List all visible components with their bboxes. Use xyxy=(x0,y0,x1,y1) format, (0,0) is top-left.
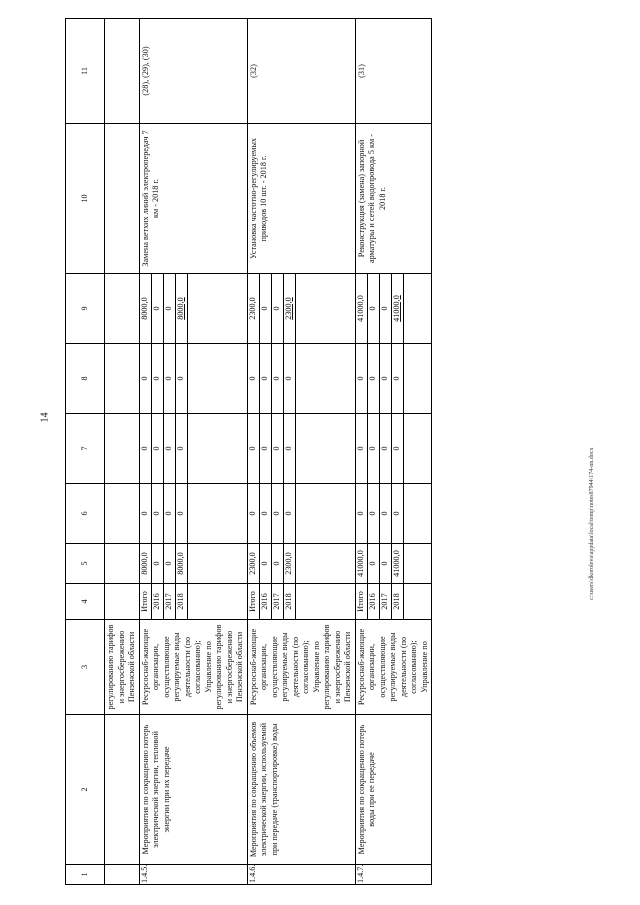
funding-c8-list-cell: 0 xyxy=(175,344,187,413)
column-header-4: 4 xyxy=(66,584,105,620)
funding-c9-list-cell: 2300,0 xyxy=(283,274,295,343)
funding-c5-list xyxy=(140,544,188,583)
funding-c8-list-cell: 0 xyxy=(259,344,271,413)
year-list-cell: Итого xyxy=(140,584,152,619)
funding-c6-list-cell: 0 xyxy=(283,484,295,543)
year-list-cell: 2018 xyxy=(283,584,295,619)
year-list-cell: 2018 xyxy=(175,584,187,619)
funding-c9-list-cell: 0 xyxy=(163,274,175,343)
row-number: 1.4.7. xyxy=(355,865,432,885)
funding-c6-list-cell: 0 xyxy=(163,484,175,543)
table-row xyxy=(247,19,355,885)
funding-c7-list xyxy=(356,414,404,483)
funding-c5 xyxy=(355,544,432,584)
year-list xyxy=(248,584,296,619)
funding-c9 xyxy=(139,274,247,344)
funding-c9 xyxy=(355,274,432,344)
funding-c7 xyxy=(247,414,355,484)
funding-c8-list-cell: 0 xyxy=(140,344,152,413)
funding-c5-list-cell: 2300,0 xyxy=(248,544,260,583)
funding-c7-list-cell: 0 xyxy=(379,414,391,483)
funding-c8-list-cell: 0 xyxy=(283,344,295,413)
funding-c5-list-cell: 0 xyxy=(259,544,271,583)
footer-file-path: c:\users\dkoroleva\appdata\local\temp\notes87944\174-nn.docx xyxy=(589,447,595,600)
funding-c5-list-cell: 0 xyxy=(151,544,163,583)
funding-c5 xyxy=(247,544,355,584)
funding-c6 xyxy=(247,484,355,544)
funding-c6-list xyxy=(140,484,188,543)
measure-name: Мероприятия по сокращению объемов электрической энергии, используемой при передаче (транспортировке) воды xyxy=(247,715,355,865)
column-header-7: 7 xyxy=(66,414,105,484)
funding-c6-list-cell: 0 xyxy=(175,484,187,543)
indicator-refs: (32) xyxy=(247,19,355,124)
executor: Ресурсоснаб-жающие организации, осуществляющие регулируемые виды деятельности (по согласованию); Управление по регулированию тарифов и энергосбережению Пензенской области xyxy=(247,620,355,715)
funding-c6 xyxy=(139,484,247,544)
funding-c8 xyxy=(247,344,355,414)
funding-c7-list-cell: 0 xyxy=(283,414,295,483)
funding-c9-list xyxy=(248,274,296,343)
funding-c6 xyxy=(355,484,432,544)
funding-c5 xyxy=(139,544,247,584)
funding-c8-list-cell: 0 xyxy=(367,344,379,413)
year-list-cell: 2017 xyxy=(163,584,175,619)
funding-c6-list-cell: 0 xyxy=(391,484,403,543)
indicator-refs: (28), (29), (30) xyxy=(139,19,247,124)
funding-c8-list xyxy=(248,344,296,413)
funding-c7-list xyxy=(140,414,188,483)
column-header-5: 5 xyxy=(66,544,105,584)
funding-c8 xyxy=(139,344,247,414)
year-list-cell: Итого xyxy=(356,584,368,619)
year-list-cell: Итого xyxy=(248,584,260,619)
funding-c8-list-cell: 0 xyxy=(379,344,391,413)
funding-c6-list-cell: 0 xyxy=(248,484,260,543)
measure-name: Мероприятия по сокращению потерь электрической энергии, тепловой энергии при их передаче xyxy=(139,715,247,865)
funding-c5-list-cell: 0 xyxy=(271,544,283,583)
year-list-cell: 2016 xyxy=(259,584,271,619)
expected-result: Реконструкция (замена) запорной арматуры и сетей водопровода 5 км - 2018 г. xyxy=(355,124,432,274)
column-header-2: 2 xyxy=(66,715,105,865)
executor-continuation: регулированию тарифов и энергосбережению Пензенской области xyxy=(105,620,140,715)
funding-c7-list-cell: 0 xyxy=(140,414,152,483)
funding-c8-list-cell: 0 xyxy=(163,344,175,413)
funding-c6-list xyxy=(356,484,404,543)
funding-c7-list-cell: 0 xyxy=(163,414,175,483)
funding-c8-list-cell: 0 xyxy=(391,344,403,413)
funding-c7-list-cell: 0 xyxy=(151,414,163,483)
funding-c6-list-cell: 0 xyxy=(356,484,368,543)
funding-c5-list-cell: 8000,0 xyxy=(140,544,152,583)
funding-c5-list-cell: 41000,0 xyxy=(391,544,403,583)
funding-c7-list-cell: 0 xyxy=(259,414,271,483)
funding-c9-list-cell: 0 xyxy=(367,274,379,343)
year-list-cell: 2018 xyxy=(391,584,403,619)
column-header-3: 3 xyxy=(66,620,105,715)
year-list xyxy=(356,584,404,619)
funding-c7 xyxy=(355,414,432,484)
expected-result: Установка частотно-регулируемых приводов 10 шт. - 2018 г. xyxy=(247,124,355,274)
funding-c6-list-cell: 0 xyxy=(151,484,163,543)
funding-c7-list-cell: 0 xyxy=(248,414,260,483)
column-header-1: 1 xyxy=(66,865,105,885)
year-list-cell: 2016 xyxy=(367,584,379,619)
funding-c6-list xyxy=(248,484,296,543)
year-list-cell: 2017 xyxy=(379,584,391,619)
years-cell xyxy=(247,584,355,620)
expected-result: Замена ветхих линий электропередач 7 км - 2018 г. xyxy=(139,124,247,274)
funding-c6-list-cell: 0 xyxy=(379,484,391,543)
column-header-10: 10 xyxy=(66,124,105,274)
year-list xyxy=(140,584,188,619)
table-row xyxy=(355,19,432,885)
column-header-9: 9 xyxy=(66,274,105,344)
funding-c5-list-cell: 41000,0 xyxy=(356,544,368,583)
table-row xyxy=(139,19,247,885)
funding-c7-list-cell: 0 xyxy=(367,414,379,483)
funding-c7-list-cell: 0 xyxy=(175,414,187,483)
funding-c9-list xyxy=(356,274,404,343)
funding-c5-list-cell: 0 xyxy=(163,544,175,583)
funding-c8-list xyxy=(356,344,404,413)
continuation-row xyxy=(105,19,140,885)
funding-c5-list-cell: 0 xyxy=(367,544,379,583)
funding-c9-list xyxy=(140,274,188,343)
measure-name: Мероприятия по сокращению потерь воды при ее передаче xyxy=(355,715,432,865)
funding-c7-list-cell: 0 xyxy=(271,414,283,483)
funding-c6-list-cell: 0 xyxy=(140,484,152,543)
funding-c9-list-cell: 8000,0 xyxy=(140,274,152,343)
funding-c6-list-cell: 0 xyxy=(367,484,379,543)
funding-c9-list-cell: 0 xyxy=(379,274,391,343)
funding-c9-list-cell: 41000,0 xyxy=(356,274,368,343)
column-header-8: 8 xyxy=(66,344,105,414)
funding-c9-list-cell: 2300,0 xyxy=(248,274,260,343)
page-number: 14 xyxy=(39,412,51,423)
year-list-cell: 2017 xyxy=(271,584,283,619)
executor: Ресурсоснаб-жающие организации, осуществляющие регулируемые виды деятельности (по согласованию); Управление по xyxy=(355,620,432,715)
rotated-page xyxy=(65,19,615,885)
funding-c5-list xyxy=(248,544,296,583)
years-cell xyxy=(355,584,432,620)
funding-c9-list-cell: 8000,0 xyxy=(175,274,187,343)
funding-c9-list-cell: 41000,0 xyxy=(391,274,403,343)
funding-c5-list-cell: 8000,0 xyxy=(175,544,187,583)
funding-c6-list-cell: 0 xyxy=(271,484,283,543)
row-number: 1.4.6. xyxy=(247,865,355,885)
funding-c9-list-cell: 0 xyxy=(259,274,271,343)
funding-c8-list-cell: 0 xyxy=(271,344,283,413)
years-cell xyxy=(139,584,247,620)
funding-c8 xyxy=(355,344,432,414)
column-number-row xyxy=(66,19,105,885)
column-header-6: 6 xyxy=(66,484,105,544)
row-number: 1.4.5. xyxy=(139,865,247,885)
funding-c9 xyxy=(247,274,355,344)
funding-c7-list-cell: 0 xyxy=(356,414,368,483)
executor: Ресурсоснаб-жающие организации, осуществляющие регулируемые виды деятельности (по согласованию); Управление по регулированию тарифов и энергосбережению Пензенской области xyxy=(139,620,247,715)
funding-c5-list xyxy=(356,544,404,583)
funding-c7-list xyxy=(248,414,296,483)
funding-c8-list xyxy=(140,344,188,413)
funding-c7-list-cell: 0 xyxy=(391,414,403,483)
funding-c9-list-cell: 0 xyxy=(271,274,283,343)
program-table xyxy=(65,18,432,885)
funding-c8-list-cell: 0 xyxy=(248,344,260,413)
funding-c7 xyxy=(139,414,247,484)
funding-c6-list-cell: 0 xyxy=(259,484,271,543)
funding-c8-list-cell: 0 xyxy=(356,344,368,413)
funding-c8-list-cell: 0 xyxy=(151,344,163,413)
year-list-cell: 2016 xyxy=(151,584,163,619)
funding-c5-list-cell: 0 xyxy=(379,544,391,583)
indicator-refs: (31) xyxy=(355,19,432,124)
funding-c5-list-cell: 2300,0 xyxy=(283,544,295,583)
column-header-11: 11 xyxy=(66,19,105,124)
funding-c9-list-cell: 0 xyxy=(151,274,163,343)
